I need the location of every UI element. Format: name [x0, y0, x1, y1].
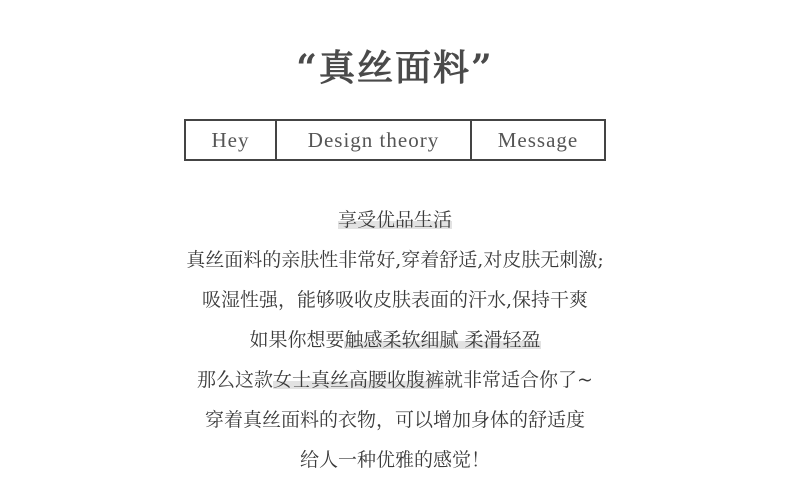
description-line: 吸湿性强，能够吸收皮肤表面的汗水,保持干爽 — [201, 289, 589, 311]
description-line: 真丝面料的亲肤性非常好,穿着舒适,对皮肤无刺激; — [186, 249, 604, 271]
highlight-text: 女士真丝高腰收腹裤 — [273, 369, 445, 391]
tab-message[interactable]: Message — [470, 121, 604, 159]
tab-bar — [184, 119, 606, 161]
description-line — [0, 200, 790, 240]
description-line: 给人一种优雅的感觉！ — [299, 449, 490, 471]
highlight-text: 触感柔软细腻 柔滑轻盈 — [344, 329, 541, 351]
tab-design-theory[interactable]: Design theory — [275, 121, 470, 159]
description — [0, 200, 790, 480]
highlight-text: 享受优品生活 — [337, 209, 452, 231]
page-title: “真丝面料” — [296, 47, 494, 89]
description-line — [0, 320, 790, 360]
line-text: 就非常适合你了~ — [444, 369, 593, 391]
description-line: 穿着真丝面料的衣物，可以增加身体的舒适度 — [204, 409, 585, 431]
line-text: 如果你想要 — [249, 329, 345, 351]
tab-hey[interactable]: Hey — [211, 127, 250, 152]
description-line — [0, 360, 790, 400]
line-text: 那么这款 — [197, 369, 274, 391]
